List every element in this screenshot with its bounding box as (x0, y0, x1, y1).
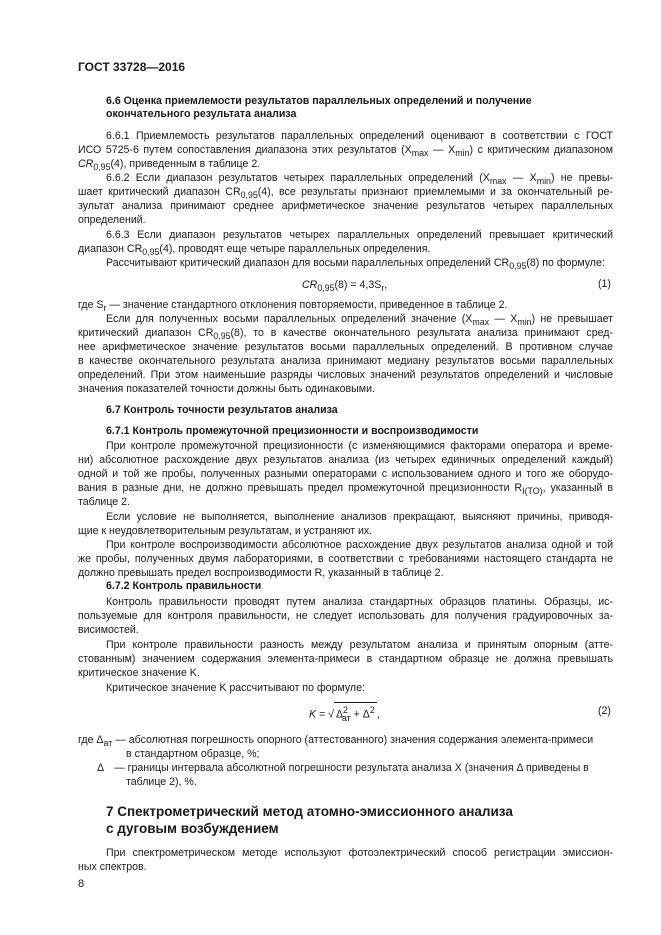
paragraph-reproducibility-line2: же пробы, полученных двумя лабораториями, в соответствии с требованиями настоящего стандарта не (78, 553, 613, 565)
paragraph-6-6-3-line2: диапазон $CR_{0,95}(4)$, проводят еще четыре параллельных определения. (78, 243, 431, 258)
formula-2-number: (2) (598, 705, 611, 717)
formula-1-number: (1) (598, 278, 611, 290)
paragraph-6-6-2-line4: определений. (78, 214, 146, 226)
document-header: ГОСТ 33728—2016 (78, 60, 186, 74)
page-number: 8 (78, 878, 85, 890)
paragraph-6-6-1-line2: ИСО 5725-6 путем сопоставления диапазона этих результатов ($X_{max}$ — $X_{min}$) с критическим диапазоном (78, 144, 613, 159)
paragraph-spectrometric-line2: ных спектров. (78, 861, 147, 873)
paragraph-6-6-2-line2: шает критический диапазон $CR_{0,95}(4)$, все результаты признают приемлемыми и за окончательный ре- (78, 186, 613, 201)
paragraph-reproducibility-line3: должно превышать предел воспроизводимости R, указанный в таблице 2. (78, 567, 444, 579)
formula-2-delta-line2: таблице 2), %. (126, 776, 197, 788)
paragraph-reproducibility-line1: При контроле воспроизводимости абсолютное расхождение двух результатов анализа одной и той (106, 539, 613, 551)
paragraph-critical-range-intro: Рассчитывают критический диапазон для восьми параллельных определений $CR_{0,95}(8)$ по формуле: (106, 257, 605, 272)
section-6-7-2-title: 6.7.2 Контроль правильности (106, 580, 262, 592)
paragraph-8-results-line6: значения показателей точности должны быть одинаковыми. (78, 383, 375, 395)
section-7-title-line2: с дуговым возбуждением (106, 821, 279, 836)
formula-2-where-line1: где $\Delta_{ат}$ — абсолютная погрешность опорного (аттестованного) значения содержания элемента-примеси (78, 734, 594, 749)
paragraph-precision-line3: одной и той же пробы, полученных разными операторами с использованием одного и того же оборудо- (78, 468, 613, 480)
paragraph-precision-line5: таблице 2. (78, 496, 130, 508)
paragraph-8-results-line4: в качестве окончательного результата анализа принимают медиану результатов восьми параллельных (78, 355, 613, 367)
section-7-title-line1: 7 Спектрометрический метод атомно-эмиссионного анализа (106, 804, 513, 819)
paragraph-6-6-2-line3: зультат анализа принимают среднее арифметическое значение результатов четырех параллельных (78, 200, 613, 212)
paragraph-6-6-3-line1: 6.6.3 Если диапазон результатов четырех параллельных определений превышает критический (106, 229, 613, 241)
paragraph-trueness-line3: висимостей. (78, 624, 139, 636)
section-6-7-title: 6.7 Контроль точности результатов анализа (106, 404, 338, 416)
paragraph-8-results-line1: Если для полученных восьми параллельных определений значение ($X_{max}$ — $X_{min}$) не превышает (106, 313, 614, 328)
paragraph-8-results-line3: нее арифметическое значение результатов восьми параллельных определений. В противном случае (78, 341, 613, 353)
paragraph-condition-line1: Если условие не выполняется, выполнение анализов прекращают, выясняют причины, приводя- (106, 511, 613, 523)
paragraph-6-6-1-line1: 6.6.1 Приемлемость результатов параллельных определений оценивают в соответствии с ГОСТ (106, 130, 613, 142)
paragraph-trueness-line2: пользуемые для контроля правильности, не следует использовать для получения градуировочных за- (78, 610, 613, 622)
formula-1: $CR_{0,95}(8) = 4,3S_r$, (302, 279, 388, 294)
paragraph-trueness-line1: Контроль правильности проводят путем анализа стандартных образцов платины. Образцы, ис- (106, 596, 613, 608)
section-6-6-title-line2: окончательного результата анализа (106, 108, 297, 120)
paragraph-difference-line1: При контроле правильности разность между результатом анализа и принятым опорным (атте- (106, 639, 613, 651)
paragraph-difference-line3: критическое значение K. (78, 667, 200, 679)
paragraph-8-results-line5: определений. При этом наименьшие разряды числовых значений результатов определений и числовые (78, 369, 613, 381)
paragraph-6-6-1-line3: $CR_{0,95}(4)$, приведенным в таблице 2. (78, 158, 261, 173)
formula-1-where: где $S_r$ — значение стандартного отклонения повторяемости, приведенное в таблице 2. (78, 299, 508, 314)
section-6-7-1-title: 6.7.1 Контроль промежуточной прецизионности и воспроизводимости (106, 425, 479, 437)
paragraph-precision-line4: вания в разные дни, не должно превышать предел промежуточной прецизионности $R_{I(TO)}$, указанный в (78, 482, 613, 497)
paragraph-precision-line1: При контроле промежуточной прецизионности (с изменяющимися факторами оператора и време- (106, 440, 613, 452)
section-6-6-title-line1: 6.6 Оценка приемлемости результатов параллельных определений и получение (106, 95, 532, 107)
paragraph-difference-line2: стованным) значением содержания элемента-примеси в стандартном образце не должна превышать (78, 653, 613, 665)
paragraph-critical-value-intro: Критическое значение K рассчитывают по формуле: (106, 682, 365, 694)
paragraph-6-6-2-line1: 6.6.2 Если диапазон результатов четырех параллельных определений ($X_{max}$ — $X_{min}$) не превы- (106, 172, 614, 187)
paragraph-8-results-line2: критический диапазон $CR_{0,95}(8)$, то в качестве окончательного результата анализа принимают сред- (78, 327, 613, 342)
formula-2: K = √ $\Delta^2_{ат} + \Delta^2$ , (309, 702, 380, 725)
formula-2-delta-line1: Δ — границы интервала абсолютной погрешности результата анализа X (значения Δ приведены в (97, 762, 589, 774)
formula-2-where-line2: в стандартном образце, %; (126, 748, 260, 760)
paragraph-precision-line2: ни) абсолютное расхождение двух результатов анализа (из четырех единичных определений каждый) (78, 454, 613, 466)
paragraph-spectrometric-line1: При спектрометрическом методе используют фотоэлектрический способ регистрации эмиссион- (106, 847, 613, 859)
paragraph-condition-line2: щие к неудовлетворительным результатам, и устраняют их. (78, 525, 373, 537)
